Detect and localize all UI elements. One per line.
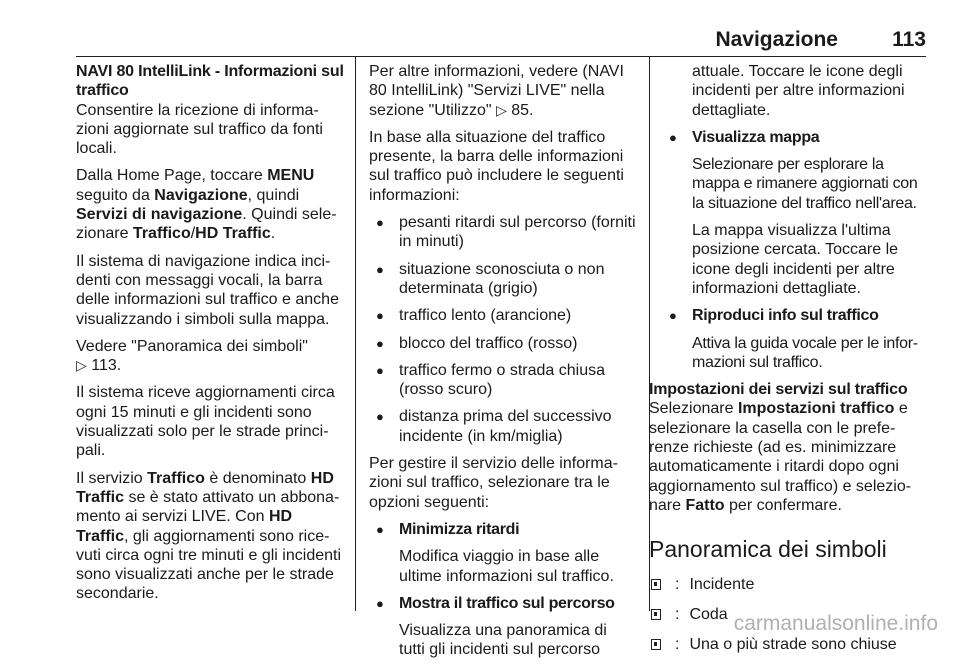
section-heading-symbols: Panoramica dei simboli bbox=[649, 536, 887, 563]
paragraph: Per altre informazioni, vedere (NAVI 80 IntelliLink) "Servizi LIVE" nella sezione "Utilizzo" ▷ 85. bbox=[369, 63, 624, 119]
option-text: attuale. Toccare le icone degli incidenti per altre informazioni dettagliate. bbox=[692, 63, 905, 119]
section-heading-traffic-info: NAVI 80 IntelliLink - Informazioni sul traffico bbox=[76, 63, 344, 100]
section-heading-settings: Impostazioni dei servizi sul traffico bbox=[649, 381, 908, 399]
traffic-bar-list bbox=[369, 213, 637, 446]
symbol-label: Incidente bbox=[689, 575, 755, 593]
option-title: ● Visualizza mappa bbox=[692, 128, 820, 146]
paragraph: Il sistema riceve aggiornamenti circa ogni 15 minuti e gli incidenti sono visualizzati solo per le strade princi-pali. bbox=[76, 384, 335, 460]
symbol-label: Coda bbox=[689, 605, 728, 623]
column-divider-1 bbox=[355, 56, 356, 611]
option-text: La mappa visualizza l'ultima posizione cercata. Toccare le icone degli incidenti per altre informazioni dettagliate. bbox=[692, 222, 899, 297]
header-rule bbox=[76, 56, 926, 57]
options-list-continued bbox=[662, 128, 927, 372]
list-item: ● blocco del traffico (rosso) bbox=[369, 334, 637, 353]
column-2 bbox=[369, 62, 637, 668]
options-list bbox=[369, 520, 637, 660]
symbol-row: : Incidente bbox=[649, 573, 927, 595]
page-ref-icon: ▷ bbox=[76, 357, 87, 374]
option-text: Selezionare per esplorare la mappa e rimanere aggiornati con la situazione del traffico nell'area. bbox=[692, 156, 918, 212]
page-header bbox=[76, 22, 926, 54]
symbol-row: : Una o più strade sono chiuse bbox=[649, 633, 927, 655]
paragraph: Consentire la ricezione di informa-zioni aggiornate sul traffico da fonti locali. bbox=[76, 101, 323, 158]
paragraph: In base alla situazione del traffico presente, la barra delle informazioni sul traffico può includere le seguenti informazioni: bbox=[369, 128, 624, 204]
column-3 bbox=[649, 62, 927, 663]
page-ref-link[interactable]: 113. bbox=[91, 357, 122, 375]
option-title: ● Mostra il traffico sul percorso bbox=[399, 594, 615, 612]
option-text: Attiva la guida vocale per le infor-mazioni sul traffico. bbox=[692, 334, 918, 371]
watermark: carmanualsonline.info bbox=[733, 612, 938, 635]
option-item bbox=[662, 306, 927, 372]
list-item: ● pesanti ritardi sul percorso (forniti in minuti) bbox=[369, 213, 637, 252]
paragraph: Il sistema di navigazione indica inci-denti con messaggi vocali, la barra delle informazioni sul traffico e anche visualizzando i simboli sulla mappa. bbox=[76, 252, 339, 328]
symbol-row: : Coda bbox=[649, 603, 927, 625]
list-item: ● traffico lento (arancione) bbox=[369, 306, 637, 325]
road-closed-icon bbox=[651, 639, 661, 650]
symbol-label: Una o più strade sono chiuse bbox=[689, 635, 897, 653]
list-item: ● situazione sconosciuta o non determinata (grigio) bbox=[369, 260, 637, 299]
page-ref-link[interactable]: 85. bbox=[511, 101, 534, 119]
queue-icon bbox=[651, 609, 661, 620]
paragraph: Il servizio Traffico è denominato HD Traffic se è stato attivato un abbona-mento ai servizi LIVE. Con HD Traffic, gli aggiornamenti sono rice-vuti circa ogni tre minuti e gli incidenti sono visualizzati anche per le strade secondarie. bbox=[76, 469, 342, 603]
option-item bbox=[662, 128, 927, 298]
paragraph: Vedere "Panoramica dei simboli" ▷ 113. bbox=[76, 337, 308, 375]
list-item: ● distanza prima del successivo incidente (in km/miglia) bbox=[369, 407, 637, 446]
page-ref-icon: ▷ bbox=[495, 101, 507, 118]
section-title: Navigazione bbox=[715, 28, 838, 51]
option-item bbox=[369, 520, 637, 586]
incident-icon bbox=[651, 579, 661, 590]
option-item bbox=[369, 594, 637, 660]
option-title: ● Minimizza ritardi bbox=[399, 520, 520, 538]
paragraph: Dalla Home Page, toccare MENU seguito da Navigazione, quindi Servizi di navigazione. Quindi sele-zionare Traffico/HD Traffic. bbox=[76, 167, 337, 243]
list-item: ● traffico fermo o strada chiusa (rosso scuro) bbox=[369, 361, 637, 400]
option-text: Modifica viaggio in base alle ultime informazioni sul traffico. bbox=[399, 548, 614, 585]
paragraph: Per gestire il servizio delle informa-zioni sul traffico, selezionare tra le opzioni seguenti: bbox=[369, 455, 618, 511]
option-title: ● Riproduci info sul traffico bbox=[692, 307, 879, 325]
page-number: 113 bbox=[892, 28, 926, 51]
option-text: Visualizza una panoramica di tutti gli incidenti sul percorso bbox=[399, 622, 607, 659]
column-1 bbox=[76, 62, 348, 612]
paragraph: Selezionare Impostazioni traffico e selezionare la casella con le prefe-renze richieste (ad es. minimizzare automaticamente i ritardi dopo ogni aggiornamento sul traffico) e selezio-nare Fatto per confermare. bbox=[649, 400, 912, 514]
